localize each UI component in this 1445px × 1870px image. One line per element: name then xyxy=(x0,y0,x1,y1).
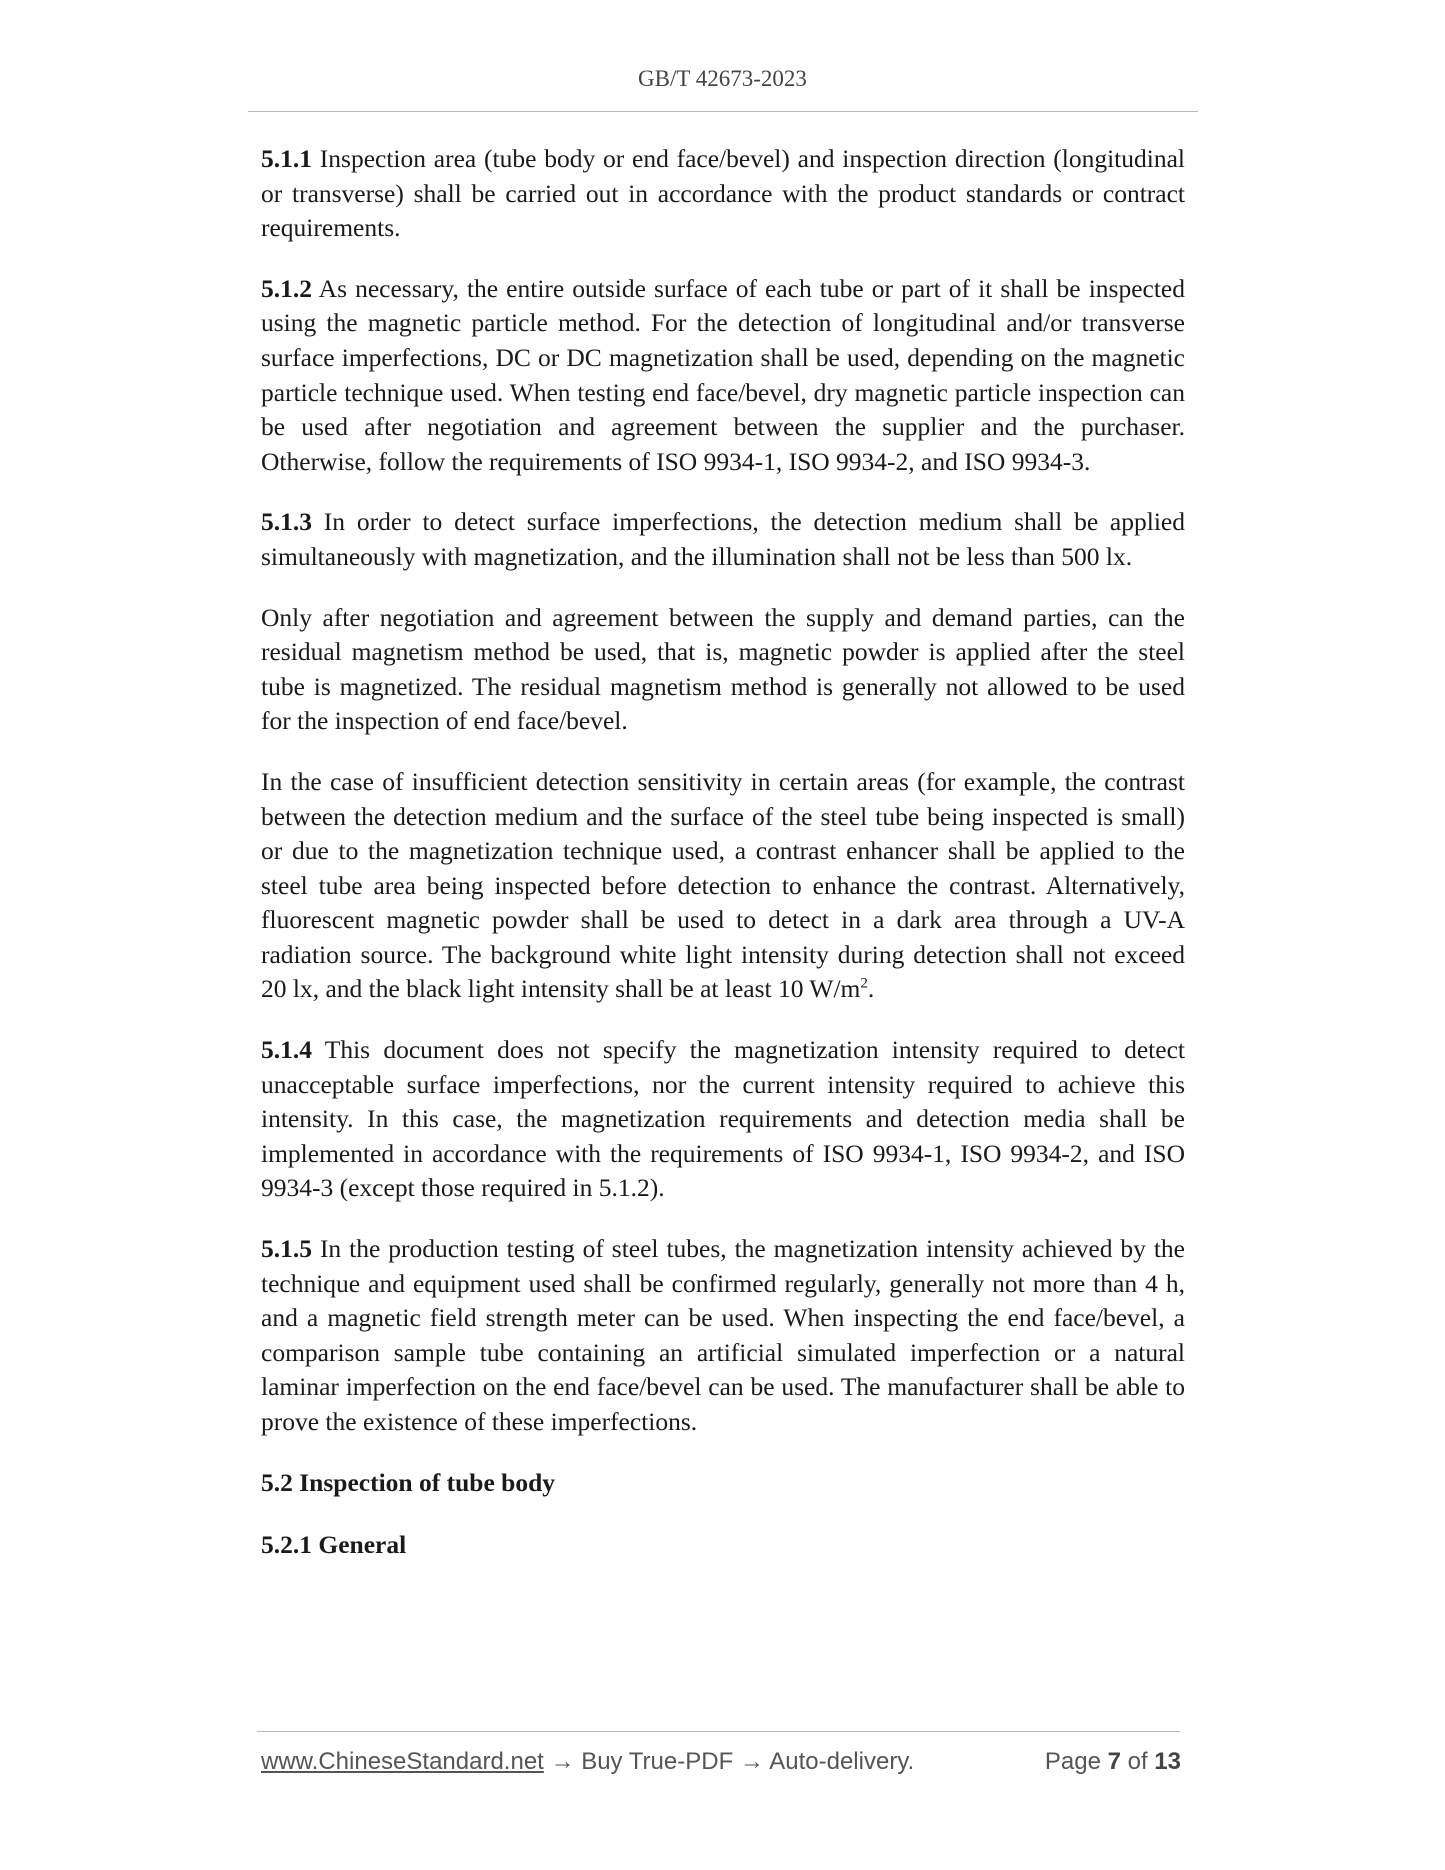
clause-text: This document does not specify the magnetization intensity required to detect unacceptable surface imperfections, nor the current intensity required to achieve this intensity. In this case, the magnetization requirements and detection media shall be implemented in accordance with the requirements of ISO 9934-1, ISO 9934-2, and ISO 9934-3 (except those required in 5.1.2). xyxy=(261,1035,1185,1203)
page-label: Page xyxy=(1044,1748,1108,1775)
paragraph-tail: . xyxy=(867,974,875,1004)
footer-divider xyxy=(257,1731,1180,1732)
clause-number: 5.1.4 xyxy=(261,1035,312,1065)
clause-number: 5.1.3 xyxy=(261,507,312,537)
arrow-icon: → xyxy=(543,1748,582,1775)
clause-5-1-2 xyxy=(261,272,1185,480)
current-page: 7 xyxy=(1107,1748,1121,1775)
clause-5-1-3 xyxy=(261,505,1185,574)
arrow-icon: → xyxy=(733,1748,770,1775)
page-indicator xyxy=(1045,1748,1181,1776)
document-id-header: GB/T 42673-2023 xyxy=(638,66,807,91)
clause-text: As necessary, the entire outside surface of each tube or part of it shall be inspected using the magnetic particle method. For the detection of longitudinal and/or transverse surface imperfections, DC or DC magnetization shall be used, depending on the magnetic particle technique used. When testing end face/bevel, dry magnetic particle inspection can be used after negotiation and agreement between the supplier and the purchaser. Otherwise, follow the requirements of ISO 9934-1, ISO 9934-2, and ISO 9934-3. xyxy=(261,273,1185,476)
clause-5-1-4 xyxy=(261,1033,1185,1206)
clause-5-1-5 xyxy=(261,1232,1185,1440)
clause-5-1-1 xyxy=(261,142,1185,246)
section-heading-5-2: 5.2 Inspection of tube body xyxy=(261,1467,556,1497)
clause-number: 5.1.5 xyxy=(261,1234,312,1264)
page-content xyxy=(261,142,1185,1591)
clause-text: Inspection area (tube body or end face/bevel) and inspection direction (longitudinal or transverse) shall be carried out in accordance with the product standards or contract requirements. xyxy=(261,144,1185,243)
header-divider xyxy=(248,111,1198,112)
residual-magnetism-paragraph: Only after negotiation and agreement between the supply and demand parties, can the residual magnetism method be used, that is, magnetic powder is applied after the steel tube is magnetized. The residual magnetism method is generally not allowed to be used for the inspection of end face/bevel. xyxy=(261,602,1185,736)
paragraph-text: In the case of insufficient detection sensitivity in certain areas (for example, the contrast between the detection medium and the surface of the steel tube being inspected is small) or due to the magnetization technique used, a contrast enhancer shall be applied to the steel tube area being inspected before detection to enhance the contrast. Alternatively, fluorescent magnetic powder shall be used to detect in a dark area through a UV-A radiation source. The background white light intensity during detection shall not exceed 20 lx, and the black light intensity shall be at least 10 W/m xyxy=(261,766,1185,1004)
auto-delivery-text: Auto-delivery. xyxy=(769,1748,915,1775)
clause-text: In the production testing of steel tubes, the magnetization intensity achieved by the technique and equipment used shall be confirmed regularly, generally not more than 4 h, and a magnetic field strength meter can be used. When inspecting the end face/bevel, a comparison sample tube containing an artificial simulated imperfection or a natural laminar imperfection on the end face/bevel can be used. The manufacturer shall be able to prove the existence of these imperfections. xyxy=(261,1234,1185,1436)
of-label: of xyxy=(1120,1748,1155,1775)
clause-text: In order to detect surface imperfections, the detection medium shall be applied simultaneously with magnetization, and the illumination shall not be less than 500 lx. xyxy=(261,507,1185,571)
site-link[interactable]: www.ChineseStandard.net xyxy=(261,1748,544,1775)
page-footer xyxy=(261,1748,1181,1776)
clause-number: 5.1.1 xyxy=(261,144,312,173)
superscript: 2 xyxy=(860,975,868,992)
total-pages: 13 xyxy=(1154,1748,1181,1775)
buy-true-pdf-text: Buy True-PDF xyxy=(581,1748,734,1775)
clause-number: 5.1.2 xyxy=(261,273,312,303)
contrast-enhancer-paragraph xyxy=(261,765,1185,1007)
section-heading-5-2-1: 5.2.1 General xyxy=(261,1530,407,1560)
